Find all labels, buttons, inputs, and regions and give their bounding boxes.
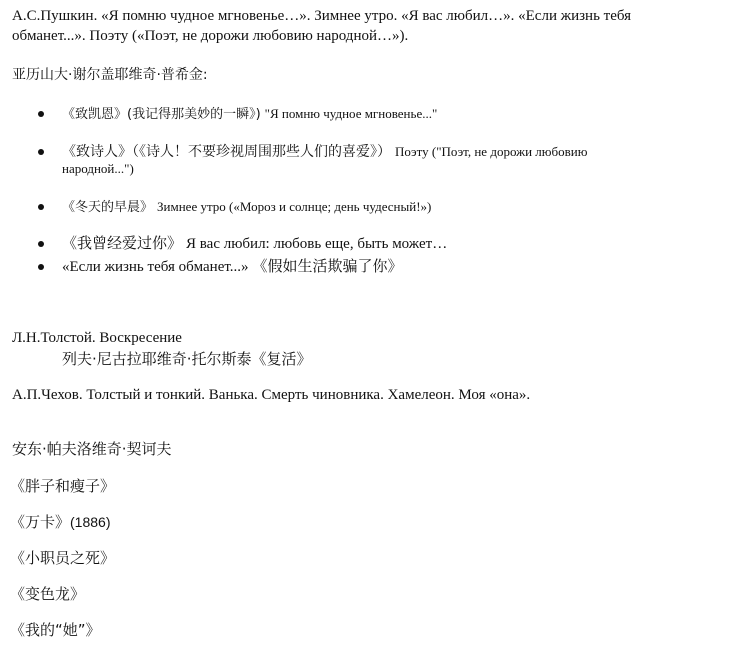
list-item-ru-cont: народной..."): [62, 161, 134, 176]
list-item: [10, 475, 115, 496]
bullet-icon: [38, 264, 44, 270]
list-item-cn: 《我曾经爱过你》: [62, 234, 183, 252]
list-item-ru: Я вас любил: любовь еще, быть может…: [186, 236, 448, 252]
list-item-ru: «Если жизнь тебя обманет...»: [62, 259, 249, 275]
list-item-ru: Зимнее утро («Мороз и солнце; день чудесный!»): [157, 199, 432, 214]
list-item: [10, 547, 115, 568]
list-item-ru: "Я помню чудное мгновенье...": [264, 106, 438, 121]
chekhov-cn-name: 安东·帕夫洛维奇·契诃夫: [12, 440, 172, 458]
work-title: 《我的“她”》: [10, 621, 101, 639]
list-item-ru: Поэту ("Поэт, не дорожи любовию: [395, 144, 588, 159]
pushkin-cn-name: 亚历山大·谢尔盖耶维奇·普希金:: [12, 67, 208, 83]
tolstoy-cn: 列夫·尼古拉耶维奇·托尔斯泰《复活》: [62, 350, 312, 368]
work-note: (1886): [70, 514, 111, 530]
bullet-icon: [38, 111, 44, 117]
bullet-icon: [38, 204, 44, 210]
work-title: 《万卡》: [10, 513, 71, 531]
list-item: [62, 232, 447, 254]
bullet-icon: [38, 241, 44, 247]
list-item: [10, 583, 85, 604]
list-item: [62, 196, 431, 216]
work-title: 《胖子和瘦子》: [10, 477, 116, 495]
list-item: [10, 619, 101, 640]
work-title: 《变色龙》: [10, 585, 86, 603]
list-item-cn: 《冬天的早晨》: [62, 200, 154, 215]
list-item-cn: 《致凯恩》(我记得那美妙的一瞬》): [62, 107, 261, 122]
work-title: 《小职员之死》: [10, 549, 116, 567]
bullet-icon: [38, 149, 44, 155]
list-item: [62, 103, 437, 123]
pushkin-intro-line1: А.С.Пушкин. «Я помню чудное мгновенье…». Зимнее утро. «Я вас любил…». «Если жизнь тебя: [12, 8, 632, 24]
list-item-cn: 《假如生活欺骗了你》: [252, 257, 403, 275]
tolstoy-ru: Л.Н.Толстой. Воскресение: [12, 330, 182, 346]
pushkin-intro-line2: обманет...». Поэту («Поэт, не дорожи любовию народной…»).: [12, 28, 409, 44]
list-item: [62, 255, 403, 277]
list-item: [10, 511, 110, 532]
chekhov-ru: А.П.Чехов. Толстый и тонкий. Ванька. Смерть чиновника. Хамелеон. Моя «она».: [12, 387, 531, 403]
list-item: [62, 141, 587, 161]
list-item-cn: 《致诗人》（《诗人！不要珍视周围那些人们的喜爱》）: [62, 144, 391, 160]
